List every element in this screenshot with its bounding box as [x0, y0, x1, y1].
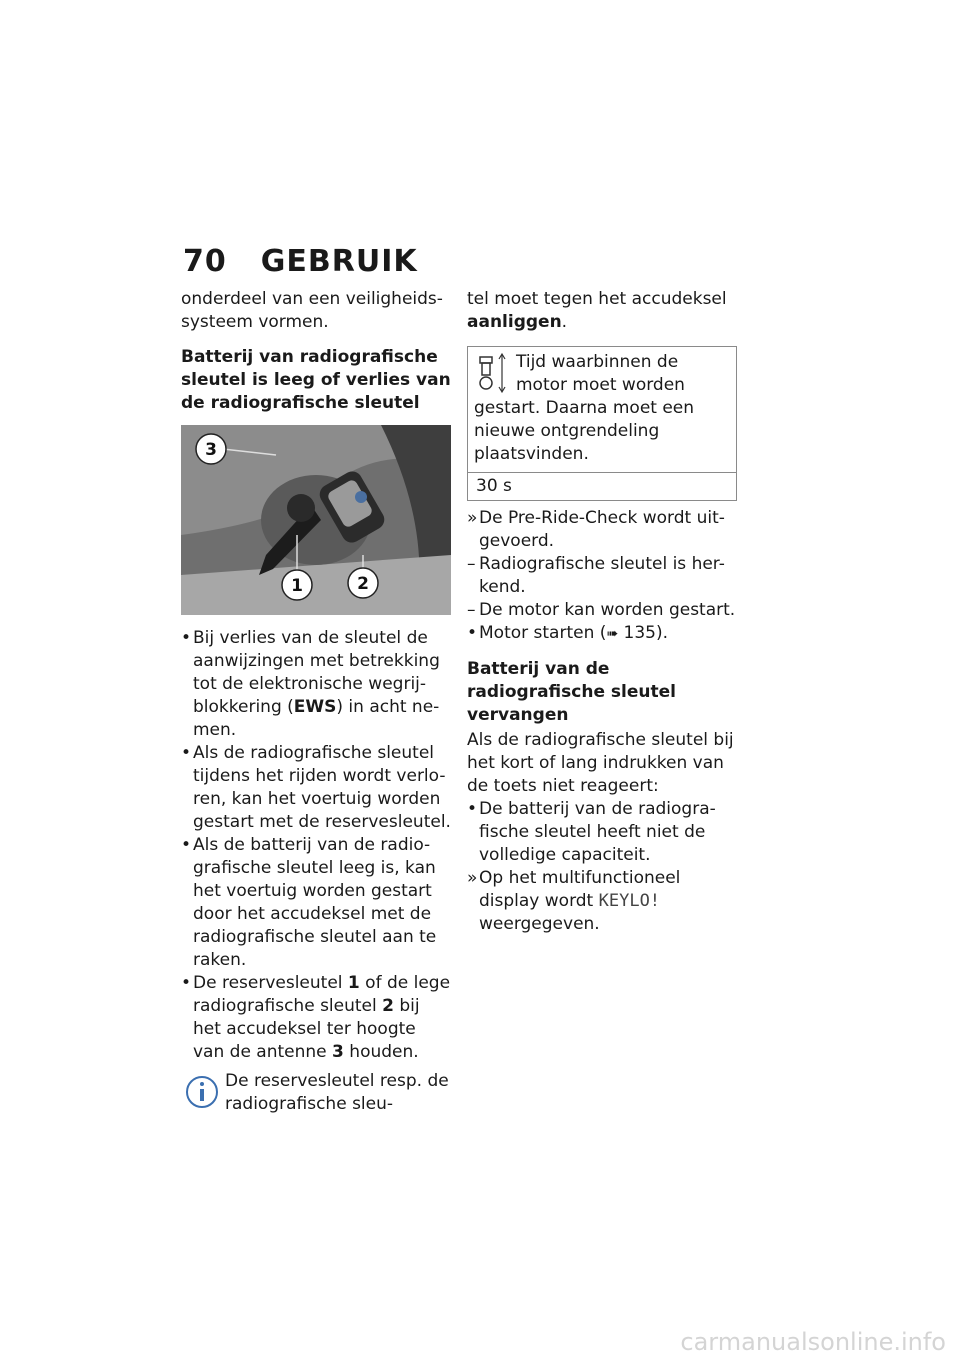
list-item: – De motor kan worden gestart.: [467, 600, 736, 620]
info-icon: [185, 1072, 219, 1112]
intro-text: onderdeel van een veiligheids-systeem vormen.: [181, 289, 443, 332]
list-item: • Als de radiografische sleutel tijdens het rijden wordt verlo-ren, kan het voertuig worden gestart met de reservesleutel.: [181, 743, 451, 832]
list-item: • Motor starten (➠ 135).: [467, 623, 669, 643]
photo-label-1: 1: [291, 576, 303, 596]
page-reference[interactable]: 135: [623, 623, 656, 643]
paragraph: Als de radiografische sleutel bij het kort of lang indrukken van de toets niet reageert:: [467, 730, 734, 796]
chapter-title: GEBRUIK: [260, 244, 418, 279]
right-column: [467, 288, 739, 936]
list-item: » De Pre-Ride-Check wordt uit-gevoerd.: [467, 508, 725, 551]
page-reference-arrow-icon: ➠: [606, 626, 619, 642]
box-value: 30 s: [476, 476, 512, 496]
note-text: De reservesleutel resp. de radiografische sleu-: [225, 1071, 449, 1114]
left-column: [181, 288, 451, 1116]
photo-label-3: 3: [205, 440, 217, 460]
section-heading: Batterij van radiografische sleutel is leeg of verlies van de radiografische sleutel: [181, 347, 451, 413]
list-item: • De reservesleutel 1 of de lege radiografische sleutel 2 bij het accudeksel ter hoogte van de antenne 3 houden.: [181, 973, 451, 1062]
timer-icon: [474, 351, 510, 395]
display-code: KEYLO!: [598, 891, 661, 911]
info-note: [181, 1070, 451, 1116]
watermark: carmanualsonline.info: [680, 1328, 946, 1356]
page-number: 70: [183, 244, 227, 279]
list-item: – Radiografische sleutel is her-kend.: [467, 554, 725, 597]
list-item: » Op het multifunctioneel display wordt KEYLO! weergegeven.: [467, 868, 681, 934]
continued-text: tel moet tegen het accudeksel aanliggen.: [467, 289, 727, 332]
list-item: • De batterij van de radiogra-fische sleutel heeft niet de volledige capaciteit.: [467, 799, 716, 865]
list-item: • Als de batterij van de radio-grafische sleutel leeg is, kan het voertuig worden gestart door het accudeksel met de radiografische sleutel aan te raken.: [181, 835, 437, 970]
photo-label-2: 2: [357, 574, 369, 594]
info-box: [467, 346, 737, 501]
key-photo: [181, 425, 451, 615]
box-text: Tijd waarbinnen de motor moet worden gestart. Daarna moet een nieuwe ontgrendeling plaatsvinden.: [474, 352, 695, 464]
page-header: [183, 244, 418, 279]
list-item: • Bij verlies van de sleutel de aanwijzingen met betrekking tot de elektronische wegrij-blokkering (EWS) in acht ne-men.: [181, 628, 440, 740]
section-heading-2: Batterij van de radiografische sleutel vervangen: [467, 659, 676, 725]
